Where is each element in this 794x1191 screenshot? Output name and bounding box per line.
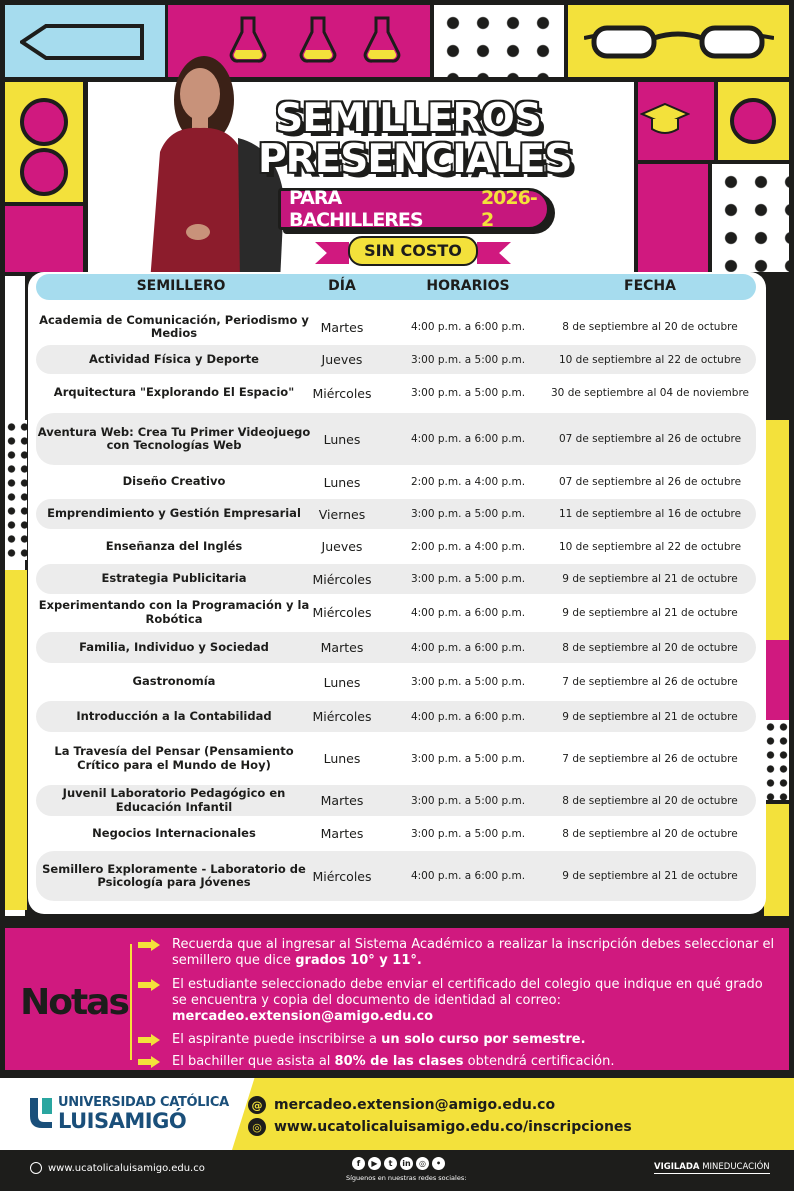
ribbon-year: 2026-2 — [480, 187, 537, 231]
row-date: 07 de septiembre al 26 de octubre — [558, 433, 742, 445]
flickr-icon[interactable]: • — [432, 1157, 445, 1170]
arrow-right-icon — [138, 939, 160, 951]
footer-stripe — [232, 1078, 794, 1150]
table-row — [36, 851, 756, 901]
website-text: www.ucatolicaluisamigo.edu.co — [48, 1162, 205, 1174]
deco-tile — [20, 98, 68, 146]
row-hours: 3:00 p.m. a 5:00 p.m. — [410, 387, 526, 399]
row-day: Miércoles — [312, 709, 372, 724]
row-day: Jueves — [321, 352, 363, 367]
university-logo-icon — [28, 1096, 54, 1130]
arrow-right-icon — [138, 1034, 160, 1046]
twitter-icon[interactable]: t — [384, 1157, 397, 1170]
deco-tile — [764, 640, 789, 720]
row-hours: 4:00 p.m. a 6:00 p.m. — [410, 606, 526, 619]
website[interactable] — [30, 1162, 205, 1174]
glasses-icon — [584, 22, 774, 62]
globe-icon — [30, 1162, 42, 1174]
row-day: Lunes — [323, 674, 361, 690]
note-item — [138, 1054, 778, 1070]
table-row — [36, 532, 756, 561]
row-name: Juvenil Laboratorio Pedagógico en Educación Infantil — [62, 786, 286, 814]
row-day: Viernes — [318, 506, 366, 522]
row-name: Estrategia Publicitaria — [101, 571, 247, 586]
row-hours: 3:00 p.m. a 5:00 p.m. — [410, 794, 526, 807]
row-name: Enseñanza del Inglés — [105, 538, 243, 553]
web-link[interactable] — [248, 1118, 632, 1136]
ribbon-tail-left — [315, 242, 349, 264]
row-hours: 3:00 p.m. a 5:00 p.m. — [410, 676, 526, 688]
row-date: 11 de septiembre al 16 de octubre — [558, 508, 742, 520]
table-row — [36, 819, 756, 848]
row-day: Miércoles — [312, 571, 372, 587]
arrow-left-icon — [20, 22, 145, 62]
row-hours: 3:00 p.m. a 5:00 p.m. — [410, 573, 526, 585]
row-date: 9 de septiembre al 21 de octubre — [562, 710, 738, 723]
table-row — [36, 701, 756, 732]
note-bold: 80% de las clases — [334, 1054, 464, 1069]
table-row — [36, 345, 756, 374]
dots-pattern — [434, 5, 564, 77]
header-horarios: HORARIOS — [426, 278, 510, 294]
row-name: Negocios Internacionales — [92, 825, 256, 840]
row-date: 10 de septiembre al 22 de octubre — [558, 540, 742, 553]
table-row — [36, 413, 756, 465]
note-text: El bachiller que asista al — [172, 1054, 335, 1069]
subtitle-ribbon — [278, 188, 550, 230]
email-text: mercadeo.extension@amigo.edu.co — [274, 1097, 556, 1113]
deco-tile — [5, 570, 27, 910]
row-hours: 2:00 p.m. a 4:00 p.m. — [410, 540, 526, 553]
at-icon: @ — [248, 1096, 266, 1114]
deco-tile — [764, 420, 789, 640]
note-text: El aspirante puede inscribirse a — [172, 1032, 382, 1047]
youtube-icon[interactable]: ▶ — [368, 1157, 381, 1170]
row-hours: 2:00 p.m. a 4:00 p.m. — [410, 476, 526, 488]
logo-text-line2: LUISAMIGÓ — [58, 1109, 187, 1133]
row-hours: 4:00 p.m. a 6:00 p.m. — [410, 710, 526, 723]
globe-icon: ◎ — [248, 1118, 266, 1136]
row-date: 7 de septiembre al 26 de octubre — [562, 676, 738, 688]
row-date: 30 de septiembre al 04 de noviembre — [551, 387, 749, 399]
vigilada-prefix: VIGILADA — [654, 1162, 700, 1172]
row-hours: 3:00 p.m. a 5:00 p.m. — [410, 752, 526, 765]
row-day: Lunes — [323, 431, 361, 447]
linkedin-icon[interactable]: in — [400, 1157, 413, 1170]
header-semillero: SEMILLERO — [136, 278, 226, 294]
row-day: Lunes — [323, 751, 361, 766]
deco-tile — [638, 164, 708, 272]
row-hours: 3:00 p.m. a 5:00 p.m. — [410, 827, 526, 840]
note-item — [138, 937, 778, 969]
table-row — [36, 785, 756, 816]
row-date: 8 de septiembre al 20 de octubre — [562, 641, 738, 654]
deco-tile — [764, 804, 789, 916]
title-line1: SEMILLEROS — [275, 96, 541, 141]
row-day: Martes — [320, 640, 364, 655]
row-name: Diseño Creativo — [122, 474, 226, 489]
table-row — [36, 312, 756, 342]
row-name: Aventura Web: Crea Tu Primer Videojuego con Tecnologías Web — [37, 424, 311, 452]
divider — [130, 944, 132, 1060]
dots-pattern — [5, 420, 27, 560]
web-link-text: www.ucatolicaluisamigo.edu.co/inscripciones — [274, 1119, 632, 1135]
row-date: 9 de septiembre al 21 de octubre — [562, 573, 738, 585]
social-label: Síguenos en nuestras redes sociales: — [346, 1174, 467, 1182]
table-row — [36, 666, 756, 698]
row-day: Miércoles — [312, 868, 372, 884]
note-bold: grados 10° y 11°. — [295, 953, 422, 968]
row-name: Emprendimiento y Gestión Empresarial — [47, 506, 301, 521]
row-name: Academia de Comunicación, Periodismo y Medios — [39, 312, 309, 340]
row-date: 8 de septiembre al 20 de octubre — [562, 321, 738, 333]
row-date: 10 de septiembre al 22 de octubre — [558, 353, 742, 366]
row-hours: 3:00 p.m. a 5:00 p.m. — [410, 353, 526, 366]
row-day: Miércoles — [312, 385, 372, 401]
row-name: Familia, Individuo y Sociedad — [79, 639, 269, 654]
note-text: Recuerda que al ingresar al Sistema Académico a realizar la inscripción debes seleccionar el semillero que dice — [172, 937, 775, 968]
title-line2: PRESENCIALES — [258, 137, 572, 182]
note-item — [138, 977, 778, 1025]
arrow-right-icon — [138, 1056, 160, 1068]
dots-pattern — [712, 164, 789, 272]
row-day: Martes — [320, 319, 364, 335]
flask-icon — [362, 14, 402, 64]
row-name: Introducción a la Contabilidad — [76, 708, 272, 723]
dots-pattern — [764, 720, 789, 800]
row-name: Arquitectura "Explorando El Espacio" — [53, 385, 295, 400]
email-contact[interactable] — [248, 1096, 555, 1114]
social-icons — [352, 1157, 445, 1170]
table-row — [36, 564, 756, 594]
note-text: El estudiante seleccionado debe enviar el certificado del colegio que indique en qué grado se encuentra y copia del documento de identidad al correo: — [172, 977, 763, 1008]
graduation-cap-icon — [640, 100, 690, 140]
row-name: Gastronomía — [132, 674, 216, 689]
table-row — [36, 376, 756, 410]
deco-tile — [730, 98, 776, 144]
table-row — [36, 499, 756, 529]
header-dia: DÍA — [328, 278, 356, 294]
row-date: 8 de septiembre al 20 de octubre — [562, 827, 738, 840]
logo-text-line1: UNIVERSIDAD CATÓLICA — [58, 1095, 229, 1110]
row-date: 9 de septiembre al 21 de octubre — [562, 870, 738, 882]
row-hours: 4:00 p.m. a 6:00 p.m. — [410, 433, 526, 445]
row-name: Actividad Física y Deporte — [89, 351, 259, 366]
header-fecha: FECHA — [624, 278, 676, 294]
row-date: 9 de septiembre al 21 de octubre — [562, 606, 738, 619]
row-name: La Travesía del Pensar (Pensamiento Crítico para el Mundo de Hoy) — [54, 744, 294, 772]
row-day: Lunes — [323, 474, 361, 490]
row-hours: 4:00 p.m. a 6:00 p.m. — [410, 641, 526, 654]
row-hours: 4:00 p.m. a 6:00 p.m. — [410, 870, 526, 882]
deco-tile — [5, 206, 83, 272]
row-date: 7 de septiembre al 26 de octubre — [562, 752, 738, 765]
note-text-after: obtendrá certificación. — [463, 1054, 615, 1069]
note-item — [138, 1032, 778, 1048]
table-row — [36, 735, 756, 782]
vigilada-entity: MINEDUCACIÓN — [702, 1162, 770, 1172]
arrow-right-icon — [138, 979, 160, 991]
notes-label: Notas — [20, 981, 128, 1023]
row-name: Semillero Exploramente - Laboratorio de Psicología para Jóvenes — [42, 861, 306, 889]
table-row — [36, 632, 756, 663]
vigilada-label — [654, 1162, 770, 1174]
note-bold: mercadeo.extension@amigo.edu.co — [172, 1009, 434, 1024]
row-day: Jueves — [321, 539, 363, 554]
cost-label: SIN COSTO — [348, 236, 478, 266]
row-day: Martes — [320, 826, 364, 841]
row-date: 8 de septiembre al 20 de octubre — [562, 794, 738, 807]
table-row — [36, 468, 756, 496]
deco-tile — [20, 148, 68, 196]
table-row — [36, 596, 756, 629]
row-date: 07 de septiembre al 26 de octubre — [558, 476, 742, 488]
cost-badge — [315, 236, 511, 268]
flask-icon — [298, 14, 338, 64]
facebook-icon[interactable]: f — [352, 1157, 365, 1170]
row-hours: 3:00 p.m. a 5:00 p.m. — [410, 508, 526, 520]
row-day: Miércoles — [312, 605, 372, 620]
row-day: Martes — [320, 793, 364, 808]
instagram-icon[interactable]: ◎ — [416, 1157, 429, 1170]
ribbon-text: PARA BACHILLERES — [289, 187, 423, 231]
note-bold: un solo curso por semestre. — [381, 1032, 586, 1047]
ribbon-tail-right — [477, 242, 511, 264]
row-hours: 4:00 p.m. a 6:00 p.m. — [410, 321, 526, 333]
row-name: Experimentando con la Programación y la Robótica — [38, 598, 310, 626]
